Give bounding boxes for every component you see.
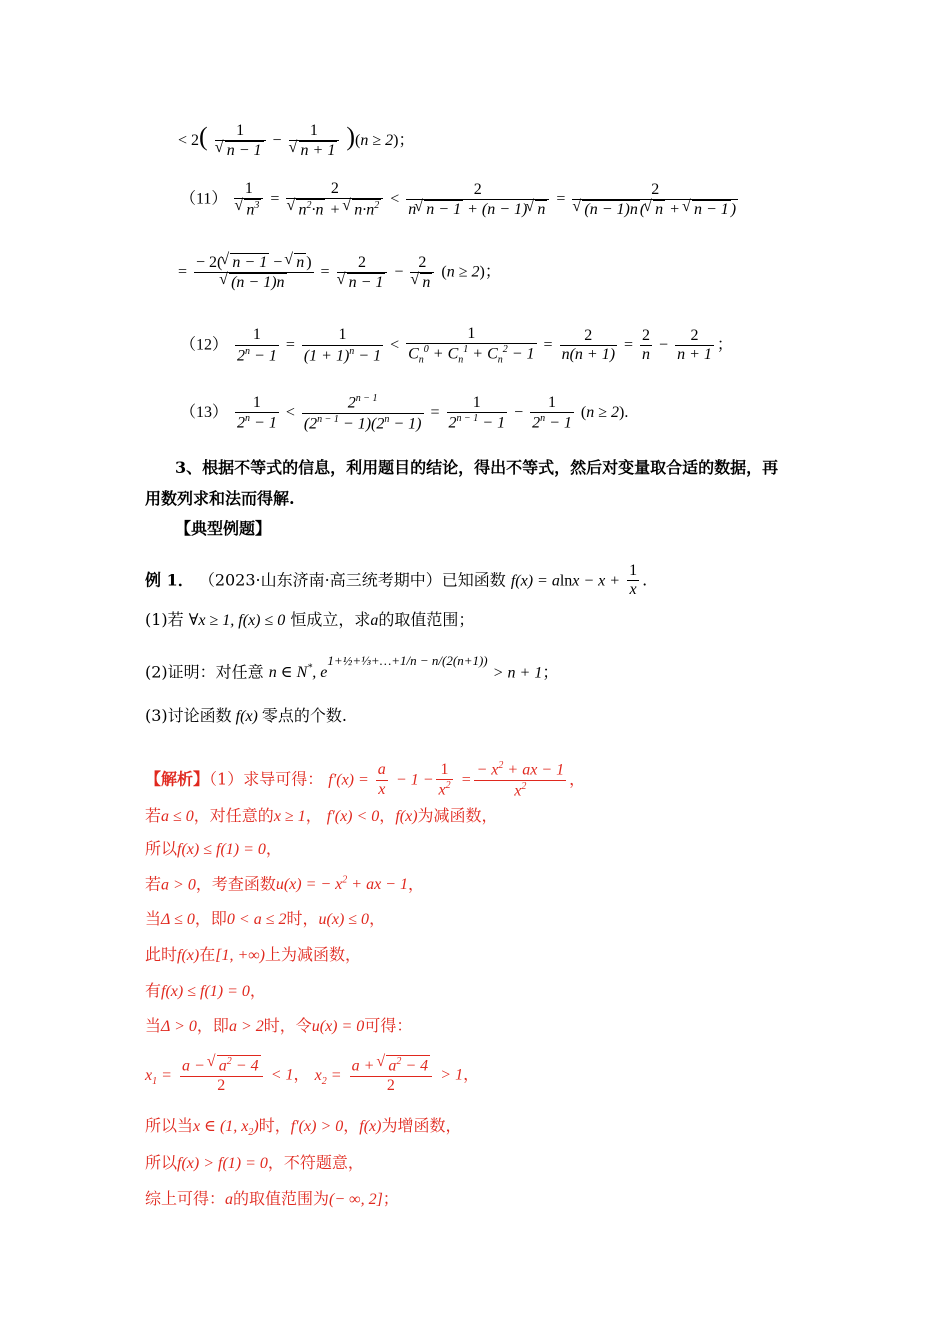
method-3-heading: 3、根据不等式的信息，利用题目的结论，得出不等式，然后对变量取合适的数据，再 bbox=[175, 458, 779, 477]
solution-line-10: 所以当x ∈ (1, $x_2$)时，f′(x) > 0，f(x)为增函数， bbox=[145, 1116, 462, 1139]
solution-line-2: 若a ≤ 0，对任意的x ≥ 1， f′(x) < 0，f(x)为减函数， bbox=[145, 806, 498, 825]
inequality-line-12: （12） $\frac{1}{2^n - 1}$ = $\frac{1}{(1 + 1)^n - 1}$ < $\frac{1}{C_n^0 + C_n^1 + C_n^2 - 1}$ = $\frac{2}{n(n + 1)}$ = $\frac{2}{n}$ − $\frac{2}{n + 1}$ ； bbox=[180, 325, 733, 366]
solution-line-11: 所以f(x) > f(1) = 0，不符题意， bbox=[145, 1153, 364, 1172]
inequality-line-11: （11） 1 √ $n^3$ = 2 √ $n^2\cdot n$ + √ $n\cdot n^2$ < $\frac{2}{n√ n - 1 + (n - 1)√ n}$ = 2 √ (n − 1)n (√ n + √ n − 1 ) bbox=[180, 180, 741, 220]
method-3-heading-cont: 用数列求和法而得解. bbox=[145, 489, 295, 508]
example-1: 例 1． （2023·山东济南·高三统考期中）已知函数 f(x) = alnx − x + $\frac{1}{x}$ . bbox=[145, 562, 648, 599]
question-2: (2)证明：对任意 n ∈ N*, $e^{1+\frac{1}{2}+\frac{1}{3}+\dots+1/n - n/(2(n+1))} > n + 1$； bbox=[145, 653, 559, 682]
label-12: （12） bbox=[180, 336, 229, 354]
inequality-line-11-cont: = − 2(√ n − 1 − √ n ) √ (n − 1)n = 2 √ n − 1 − 2 √ n (n ≥ 2)； bbox=[178, 253, 501, 293]
question-1: (1)若 ∀x ≥ 1, f(x) ≤ 0 恒成立，求a的取值范围； bbox=[145, 610, 475, 629]
solution-line-7: 有f(x) ≤ f(1) = 0， bbox=[145, 981, 266, 1000]
inequality-line-1: < 2( 1 √ n − 1 − 1 √ n + 1 )(n ≥ 2)； bbox=[178, 122, 414, 161]
solution-line-3: 所以f(x) ≤ f(1) = 0， bbox=[145, 839, 282, 858]
inequality-line-13: （13） $\frac{1}{2^n - 1}$ < $\frac{2^{n - 1}}{(2^{n - 1} - 1)(2^n - 1)}$ = $\frac{1}{2^{n - 1} - 1}$ − $\frac{1}{2^n - 1}$ (n ≥ 2). bbox=[180, 393, 629, 433]
question-3: (3)讨论函数 f(x) 零点的个数. bbox=[145, 706, 347, 725]
solution-line-8: 当Δ > 0，即a > 2时，令u(x) = 0可得： bbox=[145, 1016, 413, 1035]
label-13: （13） bbox=[180, 403, 229, 421]
section-title: 【典型例题】 bbox=[175, 519, 272, 538]
solution-line-9: $x_1$ = $\frac{a - √ a^2 - 4}{2}$ < 1， $x_2$ = $\frac{a + √ a^2 - 4}{2}$ > 1， bbox=[145, 1055, 479, 1095]
solution-line-6: 此时f(x)在[1, +∞)上为减函数， bbox=[145, 945, 362, 964]
solution-line-12: 综上可得：a的取值范围为(− ∞, 2]； bbox=[145, 1189, 399, 1208]
label-11: （11） bbox=[180, 190, 228, 208]
solution-line-5: 当Δ ≤ 0，即0 < a ≤ 2时，u(x) ≤ 0， bbox=[145, 909, 386, 928]
solution-line-1: 【解析】（1）求导可得： f′(x) = $\frac{a}{x}$ − 1 − $\frac{1}{x^2}$ = $\frac{- x^2 + ax - 1}{x^2}$ ， bbox=[145, 760, 586, 800]
solution-line-4: 若a > 0，考查函数u(x) = − $x^2$ + ax − 1， bbox=[145, 874, 424, 894]
